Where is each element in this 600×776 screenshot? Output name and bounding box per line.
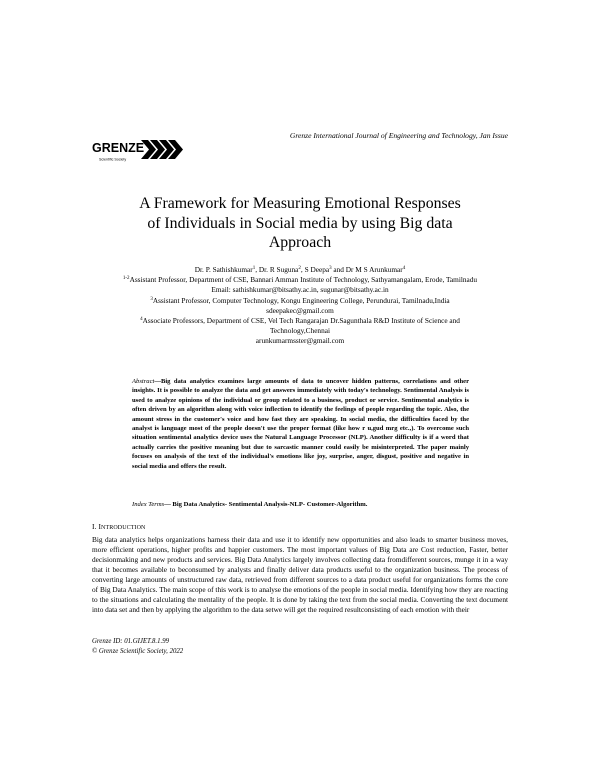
grenze-id: Grenze ID: 01.GIJET.8.1.99 [92,638,170,645]
index-terms-text: — Big Data Analytics- Sentimental Analysis-NLP- Customer-Algorithm. [164,501,368,508]
affiliation-line: $^{1-2}$Assistant Professor, Department of CSE, Bannari Amman Institute of Technology, Sathyamangalam, Erode, Tamilnadu [122,275,478,285]
copyright: © Grenze Scientific Society, 2022 [92,647,184,655]
index-terms-label: Index Terms [132,501,165,508]
introduction-paragraph: Big data analytics helps organizations harness their data and use it to identify new opportunities and also leads to smarter business moves, more efficient operations, higher profits and happier customers. The most important values of Big Data are Cost reduction, Faster, better decisionmaking and new products and services. Big Data Analytics largely involves collecting data fromdifferent sources, munge it in a way that it becomes available to beconsumed by analysts and finally deliver data products useful to the organization business. The process of converting large amounts of unstructured raw data, retrieved from different sources to a data product useful for organizations forms the core of Big Data Analytics. The main scope of this work is to analyse the emotions of the people in social media. Identifying how they are reacting to the situations and calculating the mentality of the people. It is done by taking the text from the social media. Converting the text document into data set and then by applying the algorithm to the data setwe will get the required resultconsisting of each emotion with their [92,535,508,615]
affiliation-line: $^3$Assistant Professor, Computer Technology, Kongu Engineering College, Perundurai, Tamilnadu,India [150,295,450,305]
page-footer [92,637,183,656]
affiliation-line: sdeepakec@gmail.com [266,305,334,315]
journal-header: Grenze International Journal of Engineering and Technology, Jan Issue [289,131,508,140]
title-line-2: of Individuals in Social media by using Big data [147,214,453,232]
affiliation-line: Email: sathishkumar@bitsathy.ac.in, sugunar@bitsathy.ac.in [211,285,389,295]
title-line-1: A Framework for Measuring Emotional Responses [139,195,461,212]
affiliation-line: arunkumarmsster@gmail.com [255,336,345,346]
grenze-logo [92,136,188,164]
logo-subtext: Scientific Society [99,157,127,162]
section-heading-introduction: I. INTRODUCTION [92,522,146,531]
author-block [80,265,520,347]
abstract [132,377,469,471]
abstract-label: Abstract [132,378,155,385]
logo-text: GRENZE [92,141,145,155]
author-names: Dr. P. Sathishkumar$^1$, Dr. R Suguna$^2$, S Deepa$^3$ and Dr M S Arunkumar$^4$ [194,265,406,274]
paper-title [80,194,520,253]
affiliation-line: $^4$Associate Professors, Department of CSE, Vel Tech Rangarajan Dr.Sagunthala R&D Institute of Science and [140,316,460,326]
affiliation-line: Technology,Chennai [269,326,330,336]
logo-chevrons-icon [92,136,188,164]
index-terms [132,500,469,509]
title-line-3: Approach [268,234,332,251]
abstract-text: —Big data analytics examines large amounts of data to uncover hidden patterns, correlations and other insights. It is possible to analyze the data and get answers immediately with today's technology. Sentimental Analysis is used to analyze opinions of the individual or group related to a business, product or service. Sentimental analytics is often driven by an algorithm along with voice inflection to identify the feelings of people regarding the topic. Also, the amount stress in the customer's voice and how fast they are speaking. In social media, the difficulties faced by the analyst is language most of the people doesn't use the proper format (like how r u,gud mrg etc.,). To overcome such situation sentimental analytics device uses the Natural Language Processor (NLP). Another difficulty is if a word that actually carries the positive meaning but due to sarcastic manner could easily be misinterpreted. The paper mainly focuses on analysis of the text of the individual's emotions like joy, surprise, anger, disgust, positive and negative in social media and offers the result. [132,378,469,470]
